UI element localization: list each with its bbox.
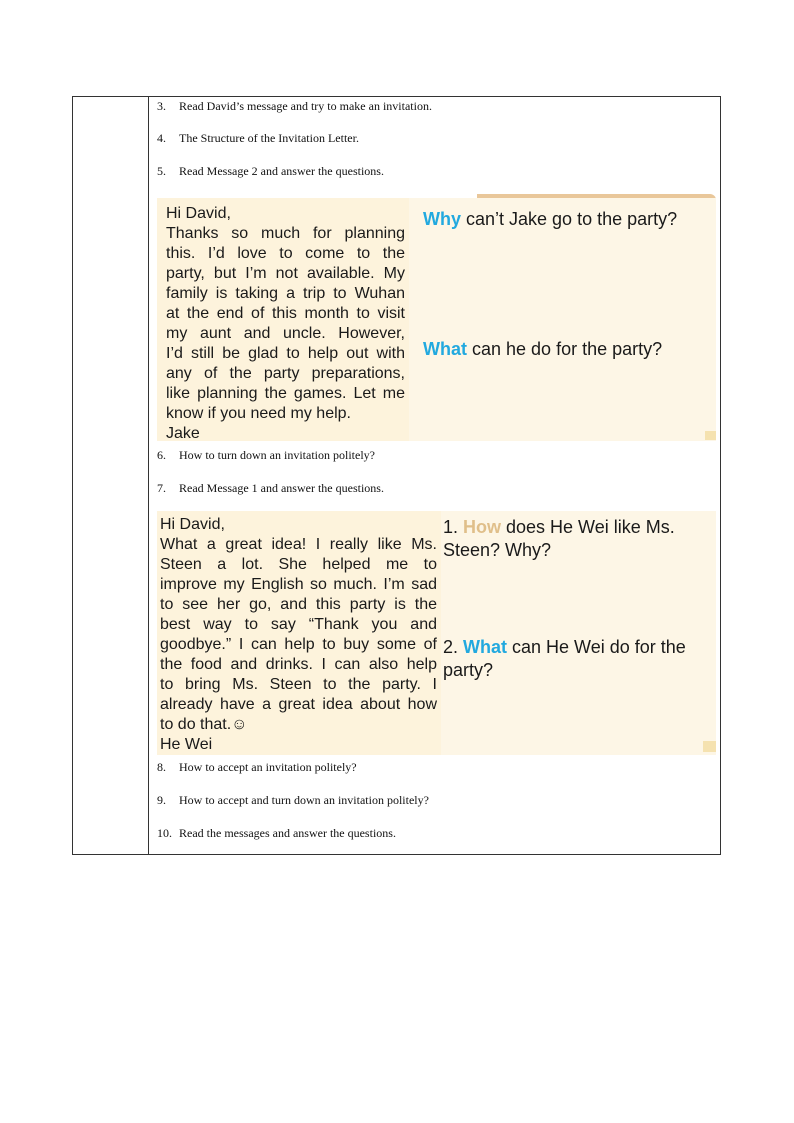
step-10: 10. Read the messages and answer the questions. [157,826,396,840]
step-3: 3. Read David’s message and try to make an invitation. [157,99,432,113]
question-what-hewei: 2. What can He Wei do for the [443,637,686,657]
lesson-table [72,96,721,855]
corner-mark [705,431,716,440]
step-6: 6. How to turn down an invitation politely? [157,448,375,462]
message-2-card [157,194,716,444]
message-2-text: Hi David, Thanks so much for planning this. I’d love to come to the party, but I’m not available. My family is taking a trip to Wuhan at the end of this month to visit my aunt and uncle. However, I’d still be glad to help out with any of the party preparations, like planning the games. Let me know if you need my help. Jake [157,198,409,441]
step-4: 4. The Structure of the Invitation Letter. [157,131,359,145]
step-8: 8. How to accept an invitation politely? [157,760,357,774]
step-7: 7. Read Message 1 and answer the questions. [157,481,384,495]
question-what: What can he do for the party? [423,339,663,359]
corner-mark [703,741,716,752]
column-divider [148,97,149,854]
step-5: 5. Read Message 2 and answer the questions. [157,164,384,178]
message-2-questions [409,198,716,441]
message-1-card [157,511,716,755]
question-how: 1. How does He Wei like Ms. [443,517,675,537]
step-9: 9. How to accept and turn down an invitation politely? [157,793,429,807]
message-1-text: Hi David, What a great idea! I really like Ms. Steen a lot. She helped me to improve my English so much. I’m sad to see her go, and this party is the best way to say “Thank you and goodbye.” I can help to buy some of the food and drinks. I can also help to bring Ms. Steen to the party. I already have a great idea about how to do that.☺ He Wei [157,511,441,755]
question-why: Why can’t Jake go to the party? [423,209,678,229]
message-1-questions: 1. How does He Wei like Ms. Steen? Why? 2. What can He Wei do for the party? [441,511,716,755]
